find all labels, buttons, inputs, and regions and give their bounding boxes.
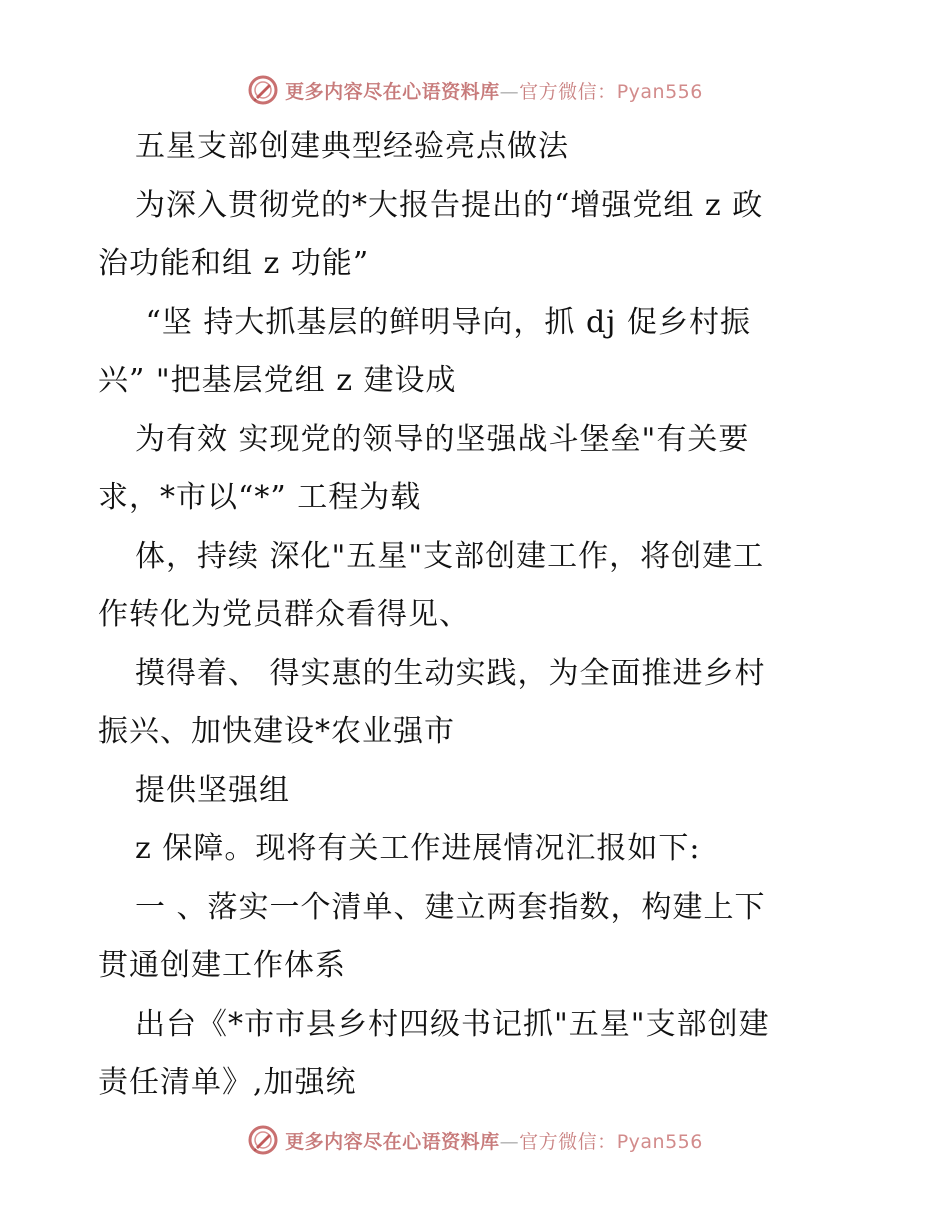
watermark-footer [0,1120,950,1160]
watermark-text [285,77,703,104]
paragraph-line: 为深入贯彻党的*大报告提出的“增强党组 z 政 [135,187,764,223]
seal-pen-icon [247,74,279,106]
paragraph-line: 治功能和组 z 功能” [98,246,370,281]
watermark-brand: 更多内容尽在心语资料库 [285,1130,500,1153]
watermark-header [0,70,950,110]
seal-pen-icon [247,1124,279,1156]
watermark-wechat-id: Pyan556 [616,1130,703,1153]
paragraph-line: 提供坚强组 [135,772,290,808]
paragraph-line: “坚 持大抓基层的鲜明导向，抓 dj 促乡村振 [135,304,751,340]
watermark-brand: 更多内容尽在心语资料库 [285,80,500,103]
document-body [98,118,898,1113]
section-heading-continued: 贯通创建工作体系 [98,948,346,983]
section-heading: 一 、落实一个清单、建立两套指数，构建上下 [135,889,766,925]
watermark-wechat-id: Pyan556 [616,80,703,103]
watermark-official: 官方微信： [519,80,617,103]
watermark-separator: — [499,80,520,103]
paragraph-line: 出台《*市市县乡村四级书记抓"五星"支部创建 [135,1006,770,1042]
paragraph-line: 作转化为党员群众看得见、 [98,597,470,632]
paragraph-line: z 保障。现将有关工作进展情况汇报如下: [135,831,701,866]
paragraph-line: 体，持续 深化"五星"支部创建工作，将创建工 [135,538,765,574]
paragraph-line: 振兴、加快建设*农业强市 [98,714,455,749]
paragraph-line: 兴” "把基层党组 z 建设成 [98,363,457,398]
document-title: 五星支部创建典型经验亮点做法 [135,129,569,164]
paragraph-line: 求，*市以“*” 工程为载 [98,480,422,515]
watermark-text [285,1127,703,1154]
paragraph-line: 摸得着、 得实惠的生动实践，为全面推进乡村 [135,655,766,691]
watermark-official: 官方微信： [519,1130,617,1153]
paragraph-line: 为有效 实现党的领导的坚强战斗堡垒"有关要 [135,421,750,457]
watermark-separator: — [499,1130,520,1153]
paragraph-line: 责任清单》,加强统 [98,1065,357,1100]
